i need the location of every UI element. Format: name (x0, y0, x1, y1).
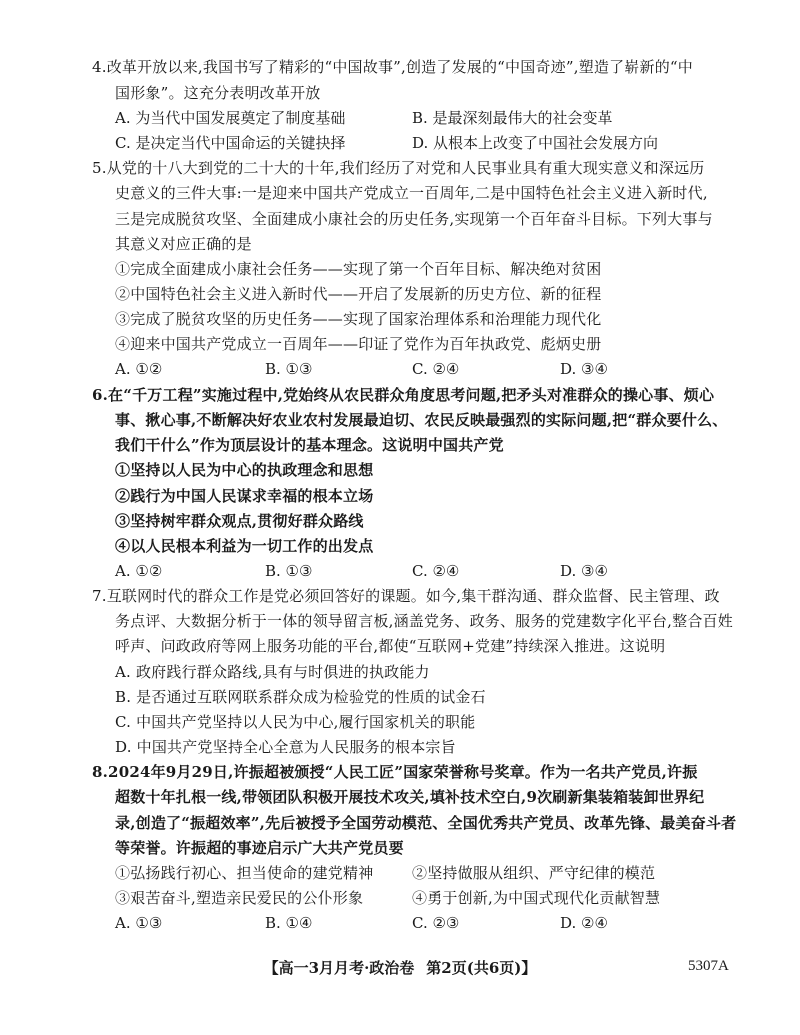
q8-item-3: ③艰苦奋斗,塑造亲民爱民的公仆形象 (115, 889, 364, 907)
q4-option-d: D. 从根本上改变了中国社会发展方向 (412, 134, 659, 152)
q5-option-b: B. ①③ (265, 360, 313, 378)
q4-option-c: C. 是决定当代中国命运的关键抉择 (115, 134, 346, 152)
q7-stem-line-3: 呼声、问政政府等网上服务功能的平台,都使“互联网+党建”持续深入推进。这说明 (115, 637, 666, 655)
q5-option-d: D. ③④ (560, 360, 608, 378)
q8-item-2: ②坚持做服从组织、严守纪律的模范 (412, 864, 656, 882)
q6-stem-line-1: 6.在“千万工程”实施过程中,党始终从农民群众角度思考问题,把矛头对准群众的操心事、烦心 (92, 386, 715, 404)
q8-option-b: B. ①④ (265, 914, 313, 932)
q8-stem-line-4: 等荣誉。许振超的事迹启示广大共产党员要 (115, 839, 404, 857)
q8-option-c: C. ②③ (412, 914, 460, 932)
q4-option-b: B. 是最深刻最伟大的社会变革 (412, 109, 613, 127)
q6-item-3: ③坚持树牢群众观点,贯彻好群众路线 (115, 512, 364, 530)
q6-item-2: ②践行为中国人民谋求幸福的根本立场 (115, 487, 374, 505)
q5-item-1: ①完成全面建成小康社会任务——实现了第一个百年目标、解决绝对贫困 (115, 260, 602, 278)
q7-option-b: B. 是否通过互联网联系群众成为检验党的性质的试金石 (115, 688, 486, 706)
q6-option-c: C. ②④ (412, 562, 460, 580)
q8-stem-line-3: 录,创造了“振超效率”,先后被授予全国劳动模范、全国优秀共产党员、改革先锋、最美奋斗者 (115, 814, 737, 832)
footer-page-number: 第2页(共6页)】 (426, 959, 537, 977)
q8-item-4: ④勇于创新,为中国式现代化贡献智慧 (412, 889, 661, 907)
q5-item-4: ④迎来中国共产党成立一百周年——印证了党作为百年执政党、彪炳史册 (115, 335, 602, 353)
q5-option-a: A. ①② (115, 360, 163, 378)
footer-exam-title: 【高一3月月考·政治卷 (263, 959, 415, 977)
q5-option-c: C. ②④ (412, 360, 460, 378)
q8-item-1: ①弘扬践行初心、担当使命的建党精神 (115, 864, 374, 882)
q6-option-d: D. ③④ (560, 562, 608, 580)
q7-option-c: C. 中国共产党坚持以人民为中心,履行国家机关的职能 (115, 713, 476, 731)
q4-stem-line-2: 国形象”。这充分表明改革开放 (115, 84, 321, 102)
q5-item-2: ②中国特色社会主义进入新时代——开启了发展新的历史方位、新的征程 (115, 285, 602, 303)
q6-stem-line-2: 事、揪心事,不断解决好农业农村发展最迫切、农民反映最强烈的实际问题,把“群众要什么、 (115, 411, 728, 429)
q5-stem-line-2: 史意义的三件大事:一是迎来中国共产党成立一百周年,二是中国特色社会主义进入新时代, (115, 184, 708, 202)
q4-option-a: A. 为当代中国发展奠定了制度基础 (115, 109, 346, 127)
q7-stem-line-1: 7.互联网时代的群众工作是党必须回答好的课题。如今,集干群沟通、群众监督、民主管理、政 (92, 587, 720, 605)
q8-option-d: D. ②④ (560, 914, 608, 932)
q5-item-3: ③完成了脱贫攻坚的历史任务——实现了国家治理体系和治理能力现代化 (115, 310, 602, 328)
q6-stem-line-3: 我们干什么”作为顶层设计的基本理念。这说明中国共产党 (115, 436, 504, 454)
page-footer (0, 957, 800, 978)
q5-stem-line-4: 其意义对应正确的是 (115, 235, 252, 253)
q6-item-4: ④以人民根本利益为一切工作的出发点 (115, 537, 374, 555)
q6-option-a: A. ①② (115, 562, 163, 580)
q8-option-a: A. ①③ (115, 914, 163, 932)
q5-stem-line-1: 5.从党的十八大到党的二十大的十年,我们经历了对党和人民事业具有重大现实意义和深远历 (92, 159, 705, 177)
q6-item-1: ①坚持以人民为中心的执政理念和思想 (115, 461, 374, 479)
q5-stem-line-3: 三是完成脱贫攻坚、全面建成小康社会的历史任务,实现第一个百年奋斗目标。下列大事与 (115, 210, 713, 228)
q7-stem-line-2: 务点评、大数据分析于一体的领导留言板,涵盖党务、政务、服务的党建数字化平台,整合百姓 (115, 612, 733, 630)
q8-stem-line-1: 8.2024年9月29日,许振超被颁授“人民工匠”国家荣誉称号奖章。作为一名共产党员,许振 (92, 763, 698, 781)
q4-stem-line-1: 4.改革开放以来,我国书写了精彩的“中国故事”,创造了发展的“中国奇迹”,塑造了崭新的“中 (92, 58, 693, 76)
q8-stem-line-2: 超数十年扎根一线,带领团队积极开展技术攻关,填补技术空白,9次刷新集装箱装卸世界纪 (115, 788, 705, 806)
footer-exam-code: 5307A (688, 958, 729, 974)
q7-option-a: A. 政府践行群众路线,具有与时俱进的执政能力 (115, 663, 430, 681)
q6-option-b: B. ①③ (265, 562, 313, 580)
q7-option-d: D. 中国共产党坚持全心全意为人民服务的根本宗旨 (115, 738, 456, 756)
